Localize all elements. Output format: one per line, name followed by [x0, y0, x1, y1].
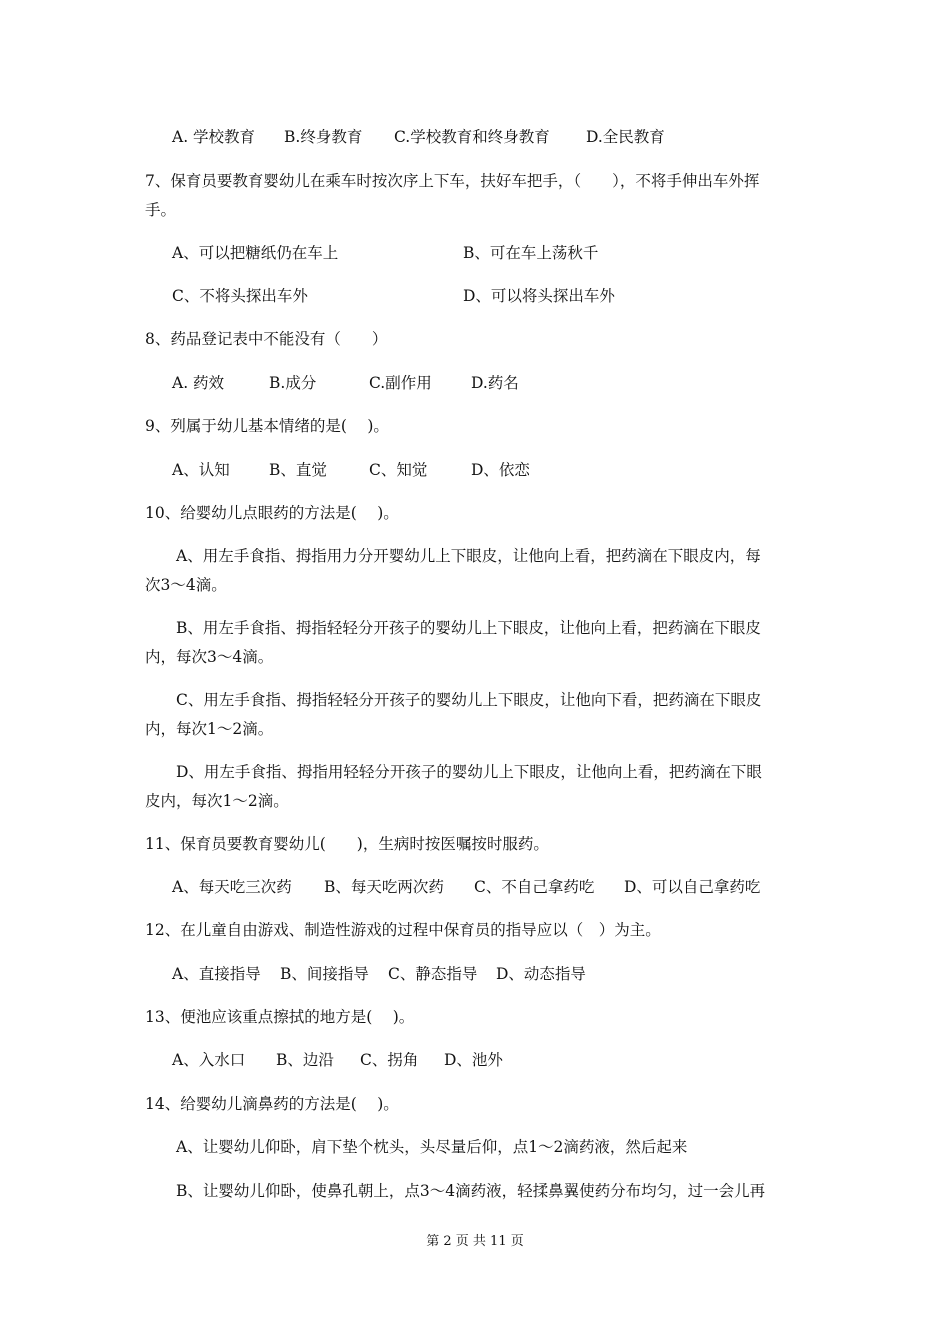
q7-option-d: D、可以将头探出车外 [463, 287, 615, 305]
q14-option-b: B、让婴幼儿仰卧，使鼻孔朝上，点3～4滴药液，轻揉鼻翼使药分布均匀，过一会儿再 [176, 1182, 766, 1200]
q12-stem: 12、在儿童自由游戏、制造性游戏的过程中保育员的指导应以（ ）为主。 [145, 921, 661, 939]
q9-option-b: B、直觉 [269, 461, 327, 479]
q8-option-b: B.成分 [269, 374, 317, 392]
q8-option-c: C.副作用 [369, 374, 432, 392]
q9-stem: 9、列属于幼儿基本情绪的是( )。 [145, 417, 389, 435]
q8-options [172, 373, 519, 393]
q6-option-b: B.终身教育 [284, 128, 363, 146]
q10-option-c-line1: C、用左手食指、拇指轻轻分开孩子的婴幼儿上下眼皮，让他向下看，把药滴在下眼皮 [176, 691, 762, 709]
q11-stem: 11、保育员要教育婴幼儿( )，生病时按医嘱按时服药。 [145, 835, 549, 853]
q14-stem: 14、给婴幼儿滴鼻药的方法是( )。 [145, 1095, 399, 1113]
q10-option-d-line2: 皮内，每次1～2滴。 [145, 792, 289, 810]
q9-options [172, 460, 530, 480]
q11-option-c: C、不自己拿药吃 [474, 878, 595, 896]
q12-option-a: A、直接指导 [172, 965, 261, 983]
q9-option-c: C、知觉 [369, 461, 428, 479]
q6-option-c: C.学校教育和终身教育 [394, 128, 550, 146]
q10-option-a-line2: 次3～4滴。 [145, 576, 227, 594]
page-footer: 第 2 页 共 11 页 [426, 1234, 524, 1249]
q7-stem-line2: 手。 [145, 201, 177, 219]
q7-option-b: B、可在车上荡秋千 [463, 244, 599, 262]
q7-option-a: A、可以把糖纸仍在车上 [172, 244, 339, 262]
q12-options [172, 964, 586, 984]
q13-stem: 13、便池应该重点擦拭的地方是( )。 [145, 1008, 415, 1026]
q10-option-b-line1: B、用左手食指、拇指轻轻分开孩子的婴幼儿上下眼皮，让他向上看，把药滴在下眼皮 [176, 619, 761, 637]
q8-option-d: D.药名 [471, 374, 519, 392]
q11-option-d: D、可以自己拿药吃 [624, 878, 761, 896]
q12-option-d: D、动态指导 [496, 965, 586, 983]
q6-options [172, 127, 665, 147]
q13-option-d: D、池外 [444, 1051, 503, 1069]
q12-option-b: B、间接指导 [280, 965, 369, 983]
q11-option-a: A、每天吃三次药 [172, 878, 292, 896]
q13-option-c: C、拐角 [360, 1051, 419, 1069]
q9-option-d: D、依恋 [471, 461, 530, 479]
q7-option-c: C、不将头探出车外 [172, 287, 308, 305]
q10-option-b-line2: 内，每次3～4滴。 [145, 648, 274, 666]
q10-option-a-line1: A、用左手食指、拇指用力分开婴幼儿上下眼皮，让他向上看，把药滴在下眼皮内，每 [176, 547, 761, 565]
q13-options [172, 1050, 503, 1070]
q11-options [172, 877, 760, 897]
q8-option-a: A. 药效 [172, 374, 225, 392]
q10-option-c-line2: 内，每次1～2滴。 [145, 720, 274, 738]
q14-option-a: A、让婴幼儿仰卧，肩下垫个枕头，头尽量后仰，点1～2滴药液，然后起来 [176, 1138, 688, 1156]
q6-option-d: D.全民教育 [586, 128, 665, 146]
q7-stem-line1: 7、保育员要教育婴幼儿在乘车时按次序上下车，扶好车把手，（ ），不将手伸出车外挥 [145, 172, 760, 190]
q11-option-b: B、每天吃两次药 [324, 878, 444, 896]
q10-stem: 10、给婴幼儿点眼药的方法是( )。 [145, 504, 399, 522]
q10-option-d-line1: D、用左手食指、拇指用轻轻分开孩子的婴幼儿上下眼皮，让他向上看，把药滴在下眼 [176, 763, 762, 781]
q13-option-b: B、边沿 [276, 1051, 334, 1069]
q12-option-c: C、静态指导 [388, 965, 478, 983]
q6-option-a: A. 学校教育 [172, 128, 256, 146]
q8-stem: 8、药品登记表中不能没有（ ） [145, 330, 388, 348]
q9-option-a: A、认知 [172, 461, 230, 479]
q13-option-a: A、入水口 [172, 1051, 246, 1069]
